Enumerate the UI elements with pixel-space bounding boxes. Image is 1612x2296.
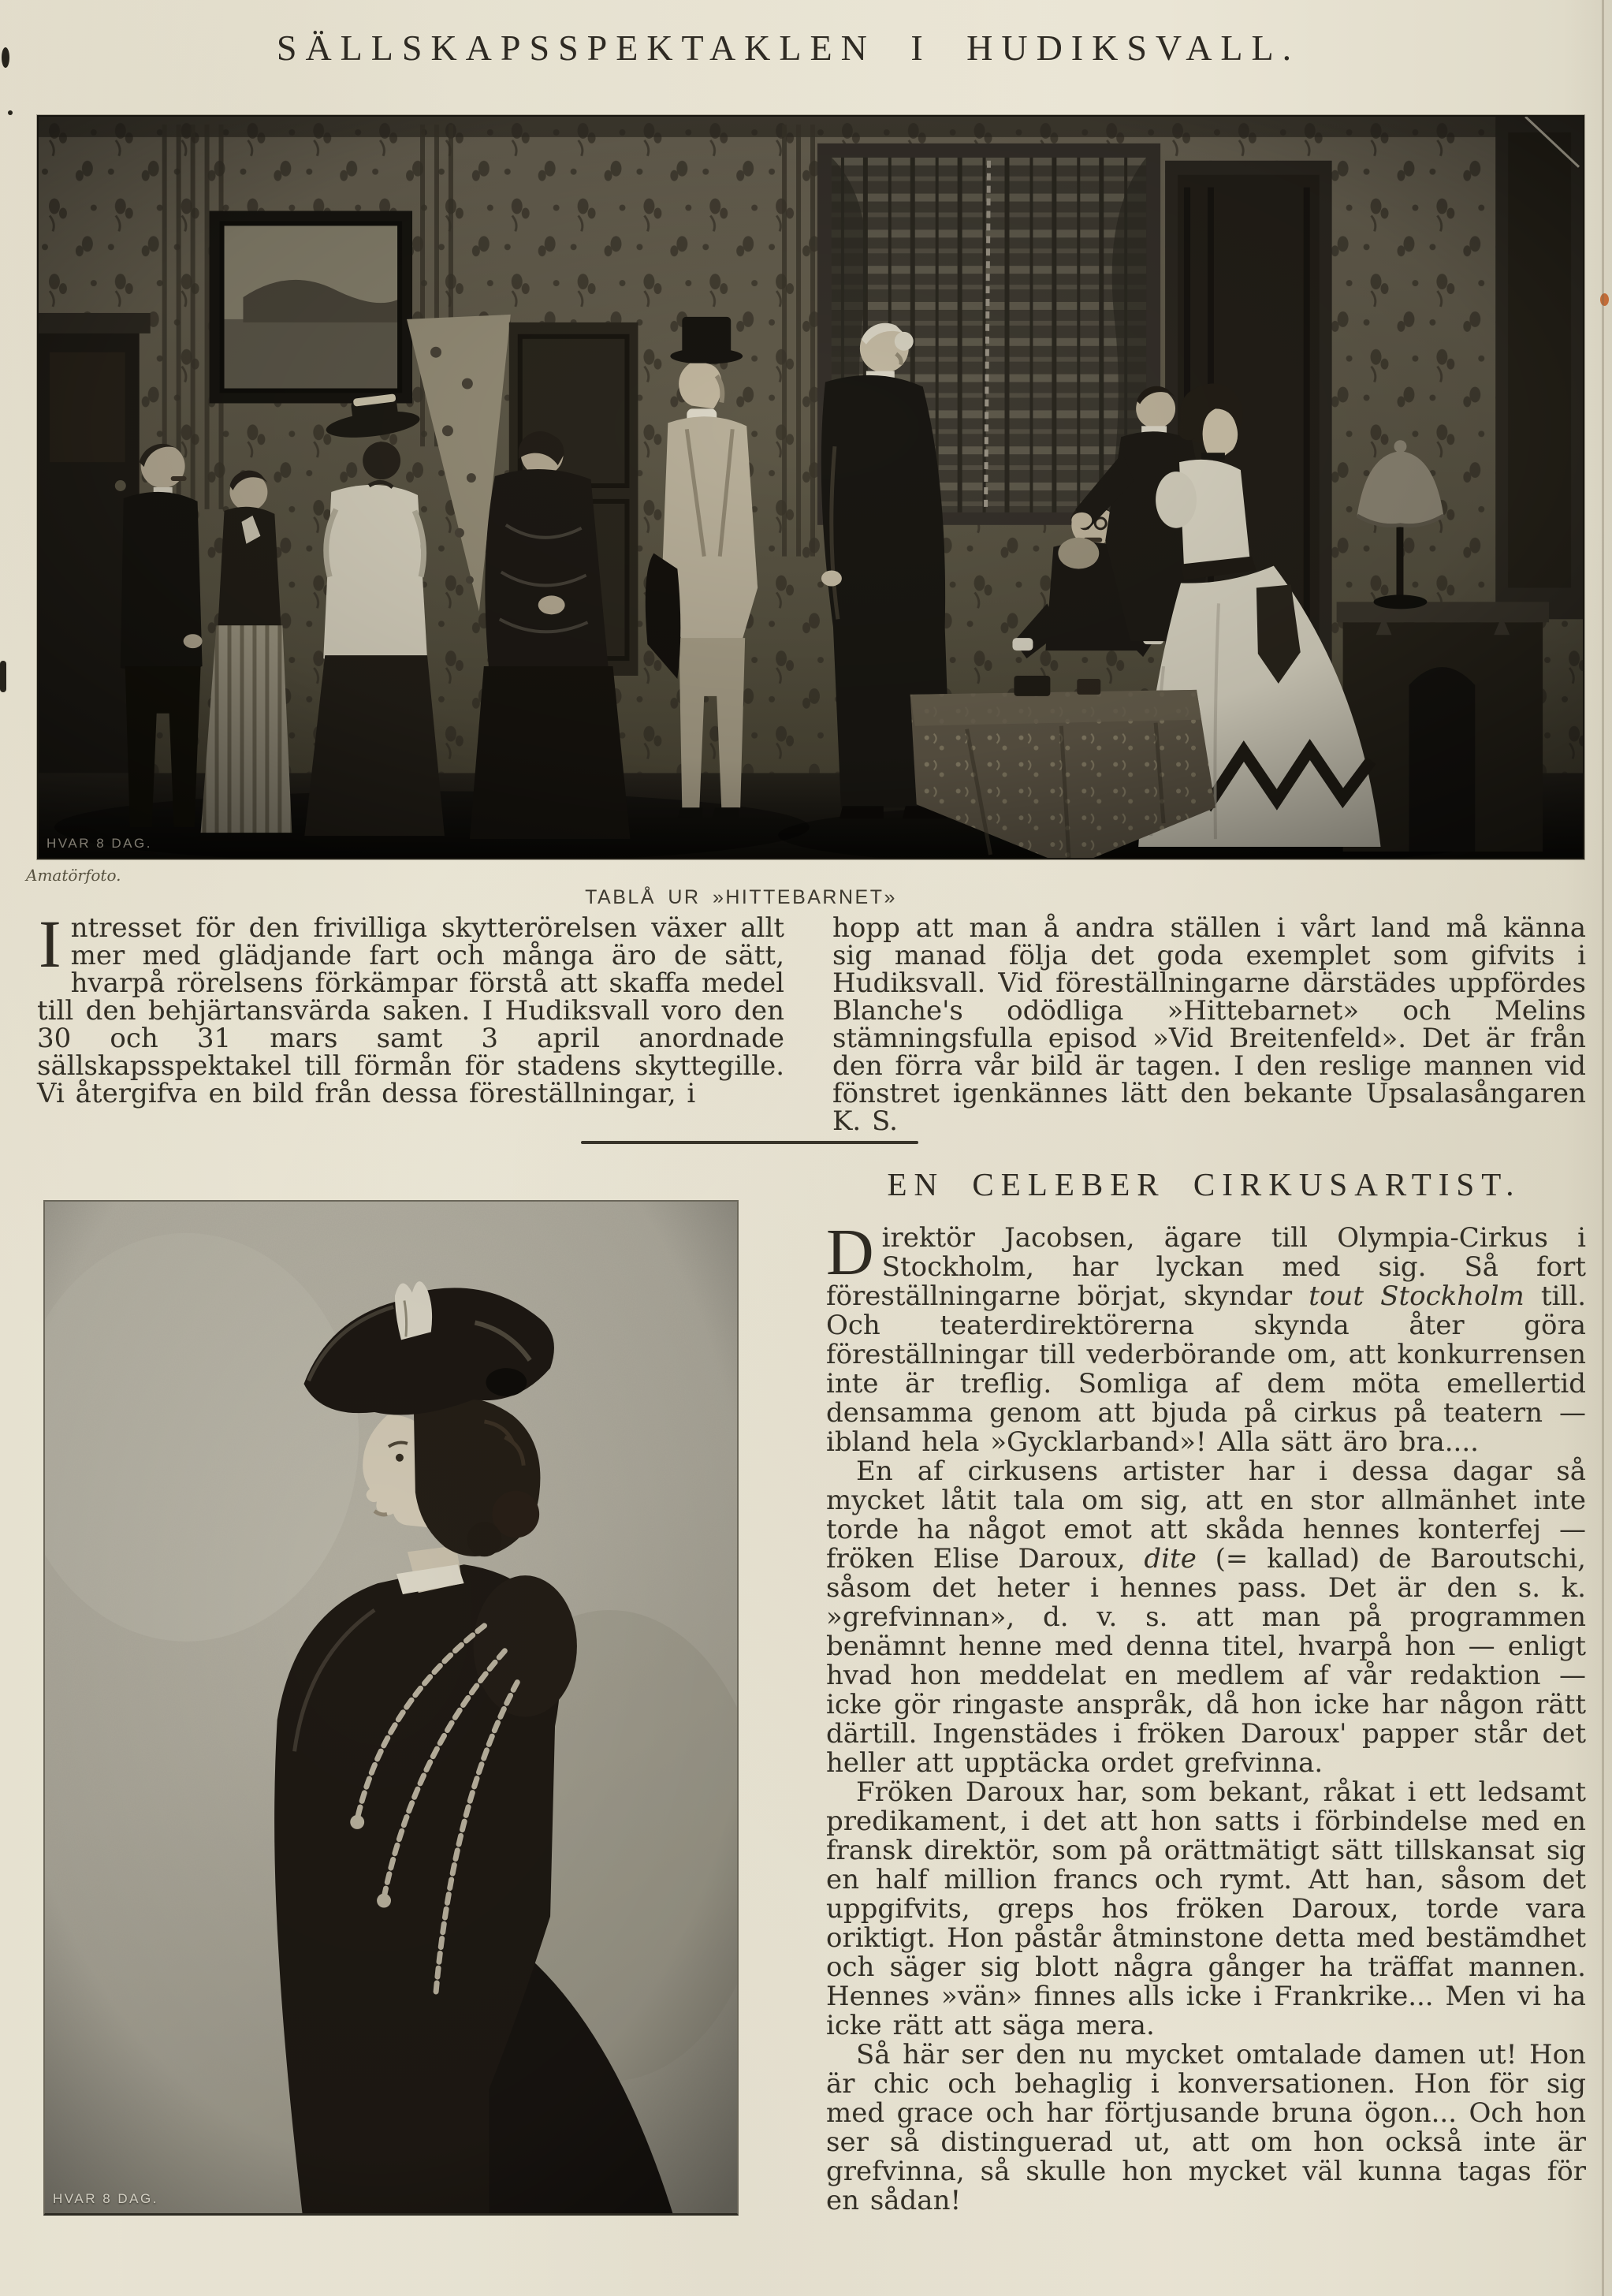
article1-column-right [832, 912, 1586, 1137]
paper-speck [2, 47, 9, 68]
tableau-photo-illustration [39, 117, 1583, 858]
tableau-photo [37, 115, 1584, 859]
article1-text-right: hopp att man å andra ställen i vårt land må känna sig manad följa det goda exemplet som gifvits i Hudiksvall. Vid föreställningarne därstädes uppfördes Blanche's odödliga »Hittebarnet» och Melins stämningsfulla episod »Vid Breitenfeld». Det är från den förra vår bild är tagen. I den reslige mannen vid fönstret igenkännes lätt den bekante Upsalasångaren K. S. [832, 912, 1586, 1137]
article2-text: till. Och teaterdirektörerna skynda åter göra föreställningar till vederbörande om, att konkurrensen inte är treflig. Somliga af dem möta emellertid densamma genom att bjuda på cirkus på teatern — ibland hela »Gycklarband»! Alla sätt äro bra.... [826, 1280, 1587, 1458]
article1-column-left [37, 906, 784, 1109]
section-divider [581, 1141, 918, 1144]
portrait-photo-illustration [45, 1202, 737, 2213]
article2-paragraph [826, 1216, 1587, 1458]
article2-paragraph: Så här ser den nu mycket omtalade damen ut! Hon är chic och behaglig i konversationen. Hon för sig med grace och har förtjusande bruna ögon... Och hon ser så distinguerad ut, att om hon också inte är grefvinna, så skulle hon mycket väl kunna tagas för en sådan! [826, 2039, 1586, 2216]
article-cirkusartist [826, 1216, 1587, 2216]
paper-speck [0, 661, 6, 692]
portrait-photo [43, 1200, 739, 2216]
article1-text-left: ntresset för den frivilliga skytterörelsen växer allt mer med glädjande fart och många äro de sätt, hvarpå rörelsens förkämpar förstå att skaffa medel till den behjärtansvärda saken. I Hudiksvall voro den 30 och 31 mars samt 3 april anordnade sällskapsspektakel till förmån för stadens skyttegille. Vi återgifva en bild från dessa föreställningar, i [37, 912, 784, 1109]
photo-credit: Amatörfoto. [26, 866, 121, 885]
article2-paragraph: Fröken Daroux har, som bekant, råkat i ett ledsamt predikament, i det att hon satts i förbindelse med en fransk direktör, som på orättmätigt sätt tillskansat sig en half million francs och rymt. Att han, såsom det uppgifvits, greps hos fröken Daroux, torde vara oriktigt. Hon påstår åtminstone detta med bestämdhet och säger sig blott några gånger ha träffat mannen. Hennes »vän» finnes alls icke i Frankrike... Men vi ha icke rätt att säga mera. [826, 1776, 1586, 2041]
article2-text: (= kallad) de Baroutschi, såsom det heter i hennes pass. Det är den s. k. »grefvinnan», d. v. s. att man på programmen benämnt henne med denna titel, hvarpå hon — enligt hvad hon meddelat en medlem af vår redaktion — icke gör ringaste anspråk, då hon icke har någon rätt därtill. Ingenstädes i fröken Daroux' papper står det heller att upptäcka ordet grefvinna. [826, 1543, 1586, 1779]
article1-dropcap: I [39, 906, 61, 982]
page-title: SÄLLSKAPSSPEKTAKLEN I HUDIKSVALL. [276, 28, 1301, 68]
photo-watermark: HVAR 8 DAG. [53, 2191, 158, 2206]
photo-watermark: HVAR 8 DAG. [47, 836, 152, 851]
article2-dropcap: D [826, 1216, 874, 1289]
article2-italic: tout Stockholm [1309, 1280, 1525, 1312]
paper-speck [8, 110, 13, 115]
article2-italic: dite [1144, 1543, 1197, 1575]
page-edge-fold [1602, 0, 1604, 2296]
article2-text: En af cirkusens artister har i dessa dagar så mycket låtit tala om sig, att en stor allmänhet inte torde ha något emot att skåda hennes konterfej — fröken Elise Daroux, [826, 1456, 1586, 1575]
photo-caption: TABLÅ UR »HITTEBARNET» [585, 886, 897, 908]
article2-text: irektör Jacobsen, ägare till Olympia-Cirkus i Stockholm, har lyckan med sig. Så fort föreställningarne börjat, skyndar [826, 1222, 1586, 1312]
article2-heading: EN CELEBER CIRKUSARTIST. [887, 1166, 1521, 1202]
article2-paragraph [826, 1457, 1586, 1778]
